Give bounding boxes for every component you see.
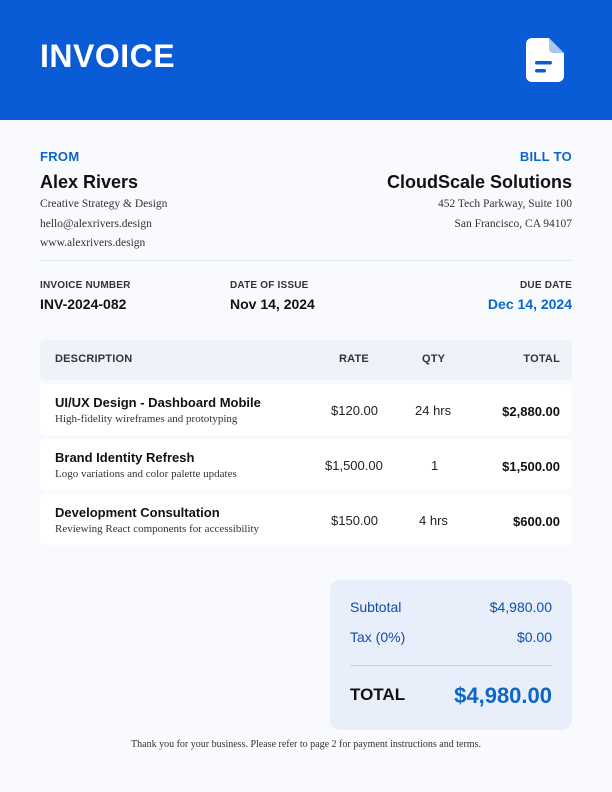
item-qty: 4 hrs bbox=[419, 513, 448, 528]
item-description: Reviewing React components for accessibility bbox=[55, 523, 260, 535]
due-date: Dec 14, 2024 bbox=[487, 296, 572, 312]
issue-date-label: DATE OF ISSUE bbox=[230, 280, 309, 291]
sender-email[interactable]: hello@alexrivers.design bbox=[40, 218, 152, 230]
column-header-rate: RATE bbox=[339, 353, 369, 365]
column-header-description: DESCRIPTION bbox=[55, 353, 133, 365]
subtotal-value: $4,980.00 bbox=[489, 599, 552, 615]
item-total: $1,500.00 bbox=[502, 459, 560, 474]
totals-summary bbox=[330, 580, 572, 730]
tax-label: Tax (0%) bbox=[350, 629, 406, 645]
column-header-qty: QTY bbox=[422, 353, 446, 365]
item-title: Development Consultation bbox=[55, 505, 220, 520]
sender-tagline: Creative Strategy & Design bbox=[40, 198, 168, 210]
footer-note: Thank you for your business. Please refer to page 2 for payment instructions and terms. bbox=[131, 739, 481, 750]
bill-to-label: BILL TO bbox=[519, 149, 572, 164]
table-header bbox=[40, 340, 572, 380]
item-title: Brand Identity Refresh bbox=[55, 450, 195, 465]
item-description: High-fidelity wireframes and prototyping bbox=[55, 413, 238, 425]
item-rate: $1,500.00 bbox=[325, 458, 383, 473]
table-row bbox=[40, 494, 572, 545]
client-address-line1: 452 Tech Parkway, Suite 100 bbox=[438, 198, 572, 210]
sender-name: Alex Rivers bbox=[40, 172, 139, 192]
issue-date: Nov 14, 2024 bbox=[230, 296, 315, 312]
item-total: $2,880.00 bbox=[502, 404, 560, 419]
page-title: INVOICE bbox=[40, 38, 176, 74]
due-date-label: DUE DATE bbox=[520, 280, 572, 291]
item-total: $600.00 bbox=[513, 514, 560, 529]
invoice-number-label: INVOICE NUMBER bbox=[40, 280, 131, 291]
invoice-header bbox=[0, 0, 612, 120]
tax-value: $0.00 bbox=[516, 629, 552, 645]
total-label: TOTAL bbox=[350, 685, 406, 704]
table-row bbox=[40, 439, 572, 490]
sender-website[interactable]: www.alexrivers.design bbox=[40, 237, 146, 249]
from-label: FROM bbox=[40, 149, 80, 164]
client-address-line2: San Francisco, CA 94107 bbox=[454, 218, 572, 230]
client-name: CloudScale Solutions bbox=[386, 172, 572, 192]
item-qty: 24 hrs bbox=[415, 403, 452, 418]
column-header-total: TOTAL bbox=[523, 353, 560, 365]
summary-divider bbox=[350, 665, 552, 666]
item-qty: 1 bbox=[431, 458, 439, 473]
total-value: $4,980.00 bbox=[454, 683, 552, 708]
item-title: UI/UX Design - Dashboard Mobile bbox=[55, 395, 261, 410]
invoice-number: INV-2024-082 bbox=[40, 296, 127, 312]
item-rate: $150.00 bbox=[331, 513, 378, 528]
document-icon bbox=[526, 38, 564, 82]
subtotal-label: Subtotal bbox=[350, 599, 402, 615]
table-row bbox=[40, 384, 572, 435]
section-divider bbox=[40, 260, 572, 261]
item-description: Logo variations and color palette updates bbox=[55, 468, 237, 480]
item-rate: $120.00 bbox=[331, 403, 378, 418]
